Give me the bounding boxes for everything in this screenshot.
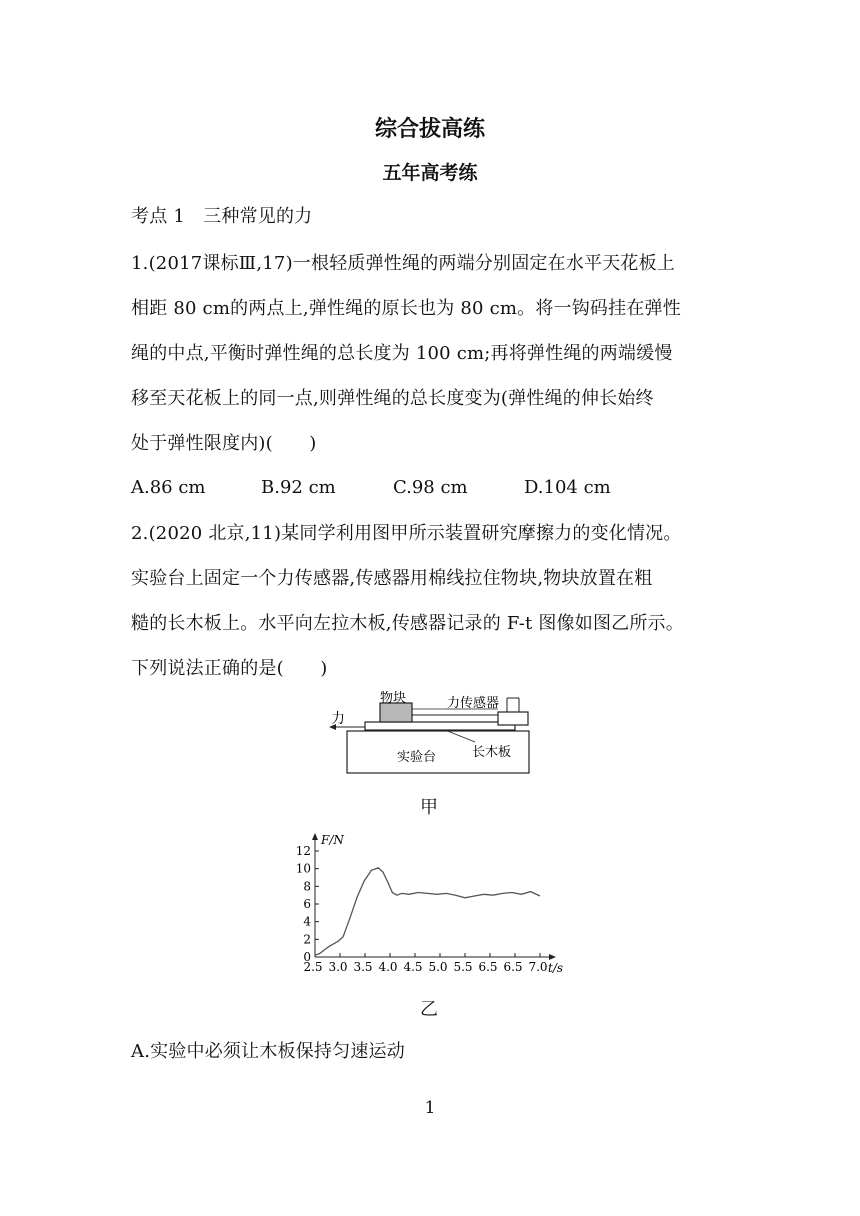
q2-line-1: 2.(2020 北京,11)某同学利用图甲所示装置研究摩擦力的变化情况。 — [131, 523, 682, 544]
force-time-chart — [290, 830, 580, 980]
page-title: 综合拔高练 — [374, 116, 485, 142]
table-label: 实验台 — [397, 750, 437, 765]
x-tick-label: 3.5 — [353, 960, 373, 974]
y-tick-label: 10 — [295, 861, 311, 876]
q2-line-4: 下列说法正确的是( ) — [131, 658, 328, 679]
q1-option-a: A.86 cm — [131, 477, 206, 498]
section-label: 考点 1 三种常见的力 — [131, 206, 313, 227]
x-tick-label: 5.0 — [428, 960, 448, 974]
x-axis-label: t/s — [548, 961, 564, 975]
page-subtitle: 五年高考练 — [382, 162, 478, 184]
x-tick-label: 7.0 — [528, 960, 548, 974]
block-label: 物块 — [380, 691, 407, 706]
x-tick-label: 3.0 — [328, 960, 348, 974]
q1-line-1: 1.(2017课标Ⅲ,17)一根轻质弹性绳的两端分别固定在水平天花板上 — [131, 253, 676, 274]
force-label: 力 — [331, 711, 345, 727]
page-number: 1 — [424, 1098, 436, 1118]
series-line — [315, 868, 540, 955]
x-axis-arrow — [549, 954, 556, 960]
y-tick-label: 0 — [303, 950, 311, 964]
q1-line-3: 绳的中点,平衡时弹性绳的总长度为 100 cm;再将弹性绳的两端缓慢 — [131, 343, 673, 364]
y-tick-label: 12 — [295, 844, 311, 858]
y-axis-arrow — [312, 833, 318, 840]
sensor-label: 力传感器 — [447, 696, 500, 711]
q1-option-c: C.98 cm — [393, 477, 468, 498]
q2-option-a: A.实验中必须让木板保持匀速运动 — [131, 1041, 405, 1062]
caption-yi: 乙 — [420, 999, 438, 1020]
q1-option-b: B.92 cm — [261, 477, 336, 498]
board-label: 长木板 — [472, 745, 512, 760]
q1-line-2: 相距 80 cm的两点上,弹性绳的原长也为 80 cm。将一钩码挂在弹性 — [131, 298, 681, 319]
apparatus-diagram — [325, 690, 540, 780]
board-shape — [365, 722, 515, 730]
y-tick-label: 2 — [303, 932, 311, 947]
y-axis-label: F/N — [321, 833, 344, 847]
q1-option-d: D.104 cm — [524, 477, 611, 498]
x-tick-label: 2.5 — [303, 960, 323, 974]
x-tick-label: 4.5 — [403, 960, 423, 974]
x-tick-label: 4.0 — [378, 960, 398, 974]
q1-line-4: 移至天花板上的同一点,则弹性绳的总长度变为(弹性绳的伸长始终 — [131, 388, 654, 409]
y-tick-label: 6 — [303, 897, 311, 911]
x-tick-label: 5.5 — [453, 960, 473, 974]
y-tick-label: 8 — [303, 879, 311, 894]
sensor-shape — [498, 712, 528, 725]
y-tick-label: 4 — [303, 914, 311, 929]
q2-line-2: 实验台上固定一个力传感器,传感器用棉线拉住物块,物块放置在粗 — [131, 568, 653, 589]
q1-line-5: 处于弹性限度内)( ) — [131, 433, 317, 454]
caption-jia: 甲 — [420, 797, 438, 818]
x-tick-label: 6.5 — [478, 960, 498, 974]
x-tick-label: 6.5 — [503, 960, 523, 974]
q2-line-3: 糙的长木板上。水平向左拉木板,传感器记录的 F-t 图像如图乙所示。 — [131, 613, 684, 634]
